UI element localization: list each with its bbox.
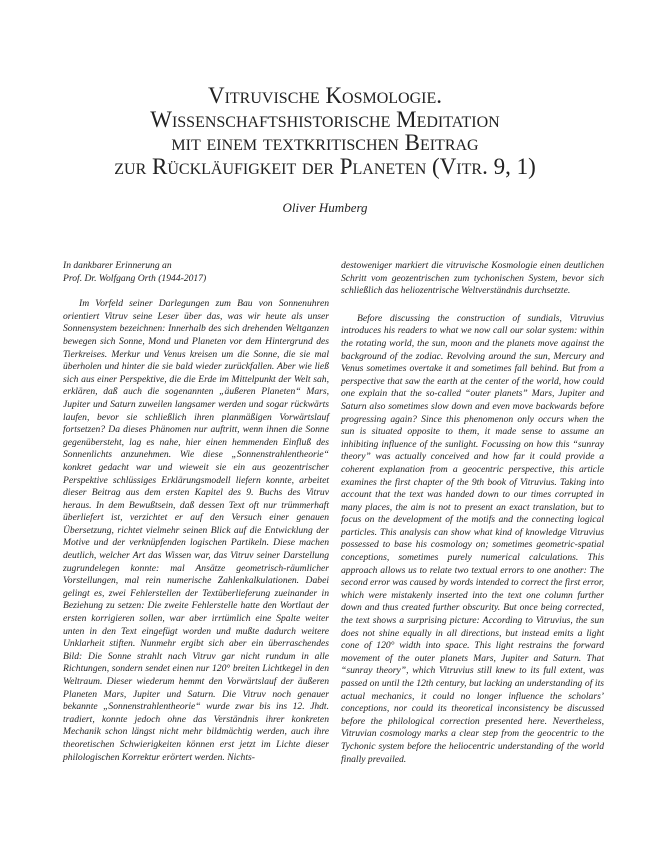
right-column (341, 260, 604, 766)
left-column (63, 260, 329, 764)
title-line-1: Vitruvische Kosmologie. (207, 83, 443, 108)
title-line-2: Wissenschaftshistorische Meditation (150, 106, 500, 132)
author-name: Oliver Humberg (282, 200, 368, 215)
dedication-line-1: In dankbarer Erinnerung an (63, 260, 172, 271)
title-line-4: zur Rückläufigkeit der Planeten (Vitr. 9, 1) (114, 153, 536, 179)
dedication-line-2: Prof. Dr. Wolfgang Orth (1944-2017) (63, 272, 207, 284)
abstract-english: Before discussing the construction of sundials, Vitruvius introduces his readers to what we now call our solar system: within the rotating world, the sun, moon and the planets move against the background of the zodiac. Revolving around the sun, Mercury and Venus sometimes overtake it and sometimes fall behind. But from a perspective that saw the earth at the center of the world, how could one explain that the so-called “outer planets” Mars, Jupiter and Saturn also sometimes slow down and even move backwards before progressing again? Since this phenomenon only occurs when the sun is situated opposite to them, it made sense to assume an inhibiting influence of the sunlight. Focussing on how this “sunray theory” was actually conceived and how far it could provide a coherent explanation from a geocentric perspective, this article examines the first chapter of the 9th book of Vitruvius. Taking into account that the text was handed down to our times corrupted in many places, the aim is not to present an exact translation, but to focus on the development of the motifs and the connecting logical particles. This analysis can show what kind of knowledge Vitruvius possessed to base his cosmology on; sometimes geometric-spatial conceptions, sometimes purely numerical calculations. This approach allows us to relate two textual errors to one another: The second error was caused by words intended to correct the first error, which were mistakenly inserted into the text one column further down and thus created further obscurity. But once being corrected, the text shows a surprising picture: According to Vitruvius, the sun does not shine equally in all directions, but instead emits a light cone of 120° width into space. This light restrains the forward movement of the outer planets Mars, Jupiter and Saturn. That “sunray theory”, which Vitruvius still knew to its full extent, was passed on until the 12th century, but lacking an understanding of its actual mechanics, it could no longer influence the scholars’ conceptions, nor could its theoretical inconsistency be discussed before the philological correction presented here. Nevertheless, Vitruvian cosmology marks a clear step from the geocentric to the Tychonic system before the heliocentric understanding of the world finally prevailed. (341, 312, 604, 765)
abstract-german-continued: destoweniger markiert die vitruvische Kosmologie einen deutlichen Schritt vom geozentrischen zum tychonischen System, bevor sich schließlich das heliozentrische Weltverständnis durchsetzte. (341, 260, 604, 297)
article-title (60, 84, 590, 178)
title-line-3: mit einem textkritischen Beitrag (171, 130, 479, 155)
dedication (63, 260, 329, 285)
abstract-german: Im Vorfeld seiner Darlegungen zum Bau von Sonnenuhren orientiert Vitruv seine Leser über das, was wir heute als unser Sonnensystem bezeichnen: Innerhalb des sich drehenden Weltganzen bewegen sich Sonne, Mond und Planeten vor dem Hintergrund des Tierkreises. Merkur und Venus kreisen um die Sonne, die sie mal überholen und hinter die sie bald wieder zurückfallen. Aber wie ließ sich aus einer Perspektive, die die Erde im Mittelpunkt der Welt sah, erklären, daß auch die sogenannten „äußeren Planeten“ Mars, Jupiter und Saturn zuweilen langsamer werden und sogar rückwärts laufen, bevor sie schließlich ihren planmäßigen Vorwärtslauf fortsetzen? Da dieses Phänomen nur auftritt, wenn ihnen die Sonne gegenübersteht, lag es nahe, hier einen hemmenden Einfluß des Sonnenlichts anzunehmen. Wie diese „Sonnenstrahlentheorie“ konkret gedacht war und wieweit sie ein aus geozentrischer Perspektive schlüssiges Erklärungsmodell liefern konnte, arbeitet dieser Beitrag aus dem ersten Kapitel des 9. Buchs des Vitruv heraus. In dem Bewußtsein, daß dessen Text oft nur trümmerhaft überliefert ist, verzichtet er auf den Versuch einer genauen Übersetzung, richtet vielmehr seinen Blick auf die Entwicklung der Motive und der verknüpfenden logischen Partikeln. Diese machen deutlich, welcher Art das Wissen war, das Vitruv seiner Darstellung zugrundelegen konnte: mal Ansätze geometrisch-räumlicher Vorstellungen, mal rein numerische Zahlenkalkulationen. Dabei gelingt es, zwei Fehlerstellen der Textüberlieferung zueinander in Beziehung zu setzen: Die zweite Fehlerstelle hatte den Wortlaut der ersten korrigieren sollen, war aber irrtümlich eine Spalte weiter unten in den Text eingefügt worden und mußte dadurch weitere Unklarheit stiften. Nunmehr ergibt sich aber ein überraschendes Bild: Die Sonne strahlt nach Vitruv gar nicht rundum in alle Richtungen, sondern sendet einen nur 120° breiten Lichtkegel in den Weltraum. Dieser wiederum hemmt den Vorwärtslauf der äußeren Planeten Mars, Jupiter und Saturn. Die Vitruv noch genauer bekannte „Sonnenstrahlentheorie“ wurde zwar bis ins 12. Jhdt. tradiert, konnte jedoch ohne das Verständnis ihrer konkreten Mechanik schon längst nicht mehr bildmächtig werden, auch ihre theoretischen Schwierigkeiten können erst jetzt im Lichte dieser philologischen Korrektur erörtert werden. Nichts- (63, 298, 329, 763)
